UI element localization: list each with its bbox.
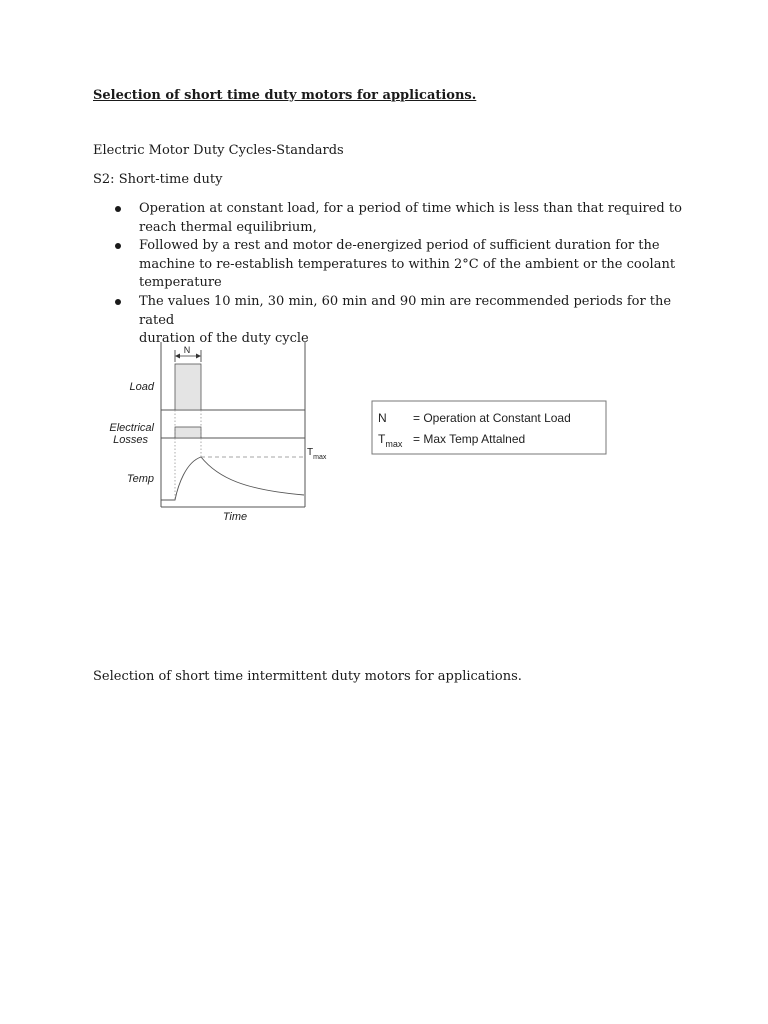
- time-axis-label: Time: [222, 511, 248, 523]
- bullet-dot-icon: [115, 243, 121, 249]
- legend-n-symbol: N: [378, 411, 387, 425]
- bullet-text-line: temperature: [139, 275, 222, 291]
- bullet-text-line: Operation at constant load, for a period of time which is less than that required to: [139, 201, 682, 216]
- bullet-text-line: The values 10 min, 30 min, 60 min and 90 min are recommended periods for the rated: [139, 293, 672, 328]
- bullet-dot-icon: [115, 299, 121, 305]
- legend-n-description: = Operation at Constant Load: [413, 411, 571, 425]
- document-title: Selection of short time duty motors for applications.: [93, 88, 477, 103]
- losses-row-label-2: Losses: [113, 434, 148, 446]
- n-marker-label: N: [183, 345, 191, 355]
- bullet-text-line: Followed by a rest and motor de-energized period of sufficient duration for the: [139, 238, 660, 254]
- temp-row-label: Temp: [126, 473, 154, 485]
- losses-row-label-1: Electrical: [109, 422, 154, 434]
- duty-cycle-diagram: [0, 330, 768, 530]
- legend-tmax-description: = Max Temp Attalned: [413, 432, 526, 446]
- legend-box: [372, 401, 606, 454]
- legend-tmax-symbol: $T_{max}$: [378, 432, 403, 449]
- bullet-list: [93, 200, 693, 349]
- closing-paragraph: Selection of short time intermittent duty motors for applications.: [93, 669, 522, 684]
- bullet-item: [93, 237, 693, 293]
- load-block: [175, 364, 201, 410]
- load-row-label: Load: [129, 381, 154, 393]
- losses-block: [175, 427, 201, 438]
- bullet-dot-icon: [115, 206, 121, 212]
- bullet-text-line: reach thermal equilibrium,: [139, 219, 317, 235]
- temperature-curve: [161, 457, 304, 500]
- n-arrow-left-head: [175, 354, 180, 359]
- n-arrow-right-head: [196, 354, 201, 359]
- tmax-label: $T_{max}$: [307, 447, 327, 461]
- duty-type-label: S2: Short-time duty: [93, 172, 223, 187]
- bullet-text-line: duration of the duty cycle: [139, 331, 309, 347]
- section-heading: Electric Motor Duty Cycles-Standards: [93, 143, 344, 158]
- bullet-text-line: machine to re-establish temperatures to within 2°C of the ambient or the coolant: [139, 256, 676, 272]
- bullet-item: [93, 200, 693, 237]
